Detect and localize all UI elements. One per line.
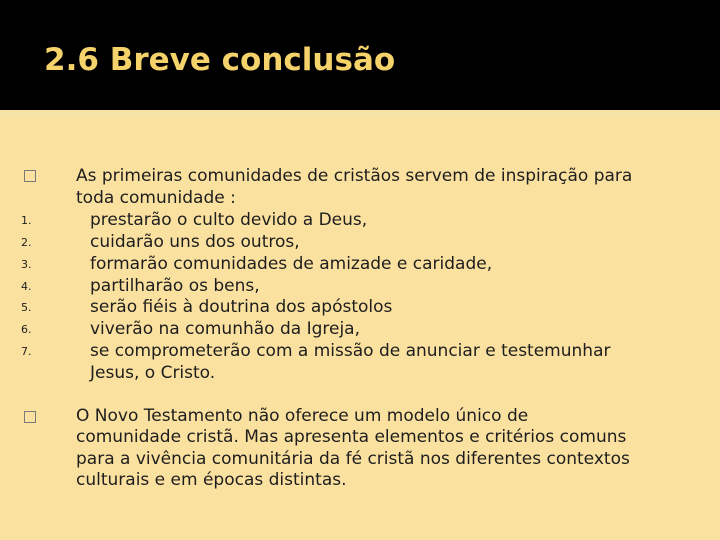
bullet2-line4: culturais e em épocas distintas.: [76, 470, 347, 490]
list-number-3: 3.: [21, 258, 32, 271]
list-item-6: viverão na comunhão da Igreja,: [90, 319, 360, 339]
list-item-5: serão fiéis à doutrina dos apóstolos: [90, 297, 393, 317]
list-number-4: 4.: [21, 280, 32, 293]
list-item-7-continuation: Jesus, o Cristo.: [90, 363, 216, 383]
title-bar: [0, 0, 720, 110]
list-number-5: 5.: [21, 301, 32, 314]
accent-stripe: [0, 110, 720, 118]
list-number-2: 2.: [21, 236, 32, 249]
bullet1-line2: toda comunidade :: [76, 188, 236, 208]
list-item-7: se comprometerão com a missão de anunciar e testemunhar: [90, 341, 611, 361]
list-item-4: partilharão os bens,: [90, 276, 260, 296]
content-panel: [0, 118, 720, 540]
bullet2-line3: para a vivência comunitária da fé cristã nos diferentes contextos: [76, 449, 630, 469]
list-number-7: 7.: [21, 345, 32, 358]
list-item-2: cuidarão uns dos outros,: [90, 232, 300, 252]
bullet2-line2: comunidade cristã. Mas apresenta elementos e critérios comuns: [76, 427, 627, 447]
list-number-6: 6.: [21, 323, 32, 336]
list-item-1: prestarão o culto devido a Deus,: [90, 210, 368, 230]
bullet1-line1: As primeiras comunidades de cristãos servem de inspiração para: [76, 166, 633, 186]
slide-title: 2.6 Breve conclusão: [44, 42, 396, 78]
bullet-icon: [24, 170, 36, 182]
list-item-3: formarão comunidades de amizade e caridade,: [90, 254, 493, 274]
list-number-1: 1.: [21, 214, 32, 227]
bullet-icon: [24, 411, 36, 423]
bullet2-line1: O Novo Testamento não oferece um modelo único de: [76, 406, 529, 426]
